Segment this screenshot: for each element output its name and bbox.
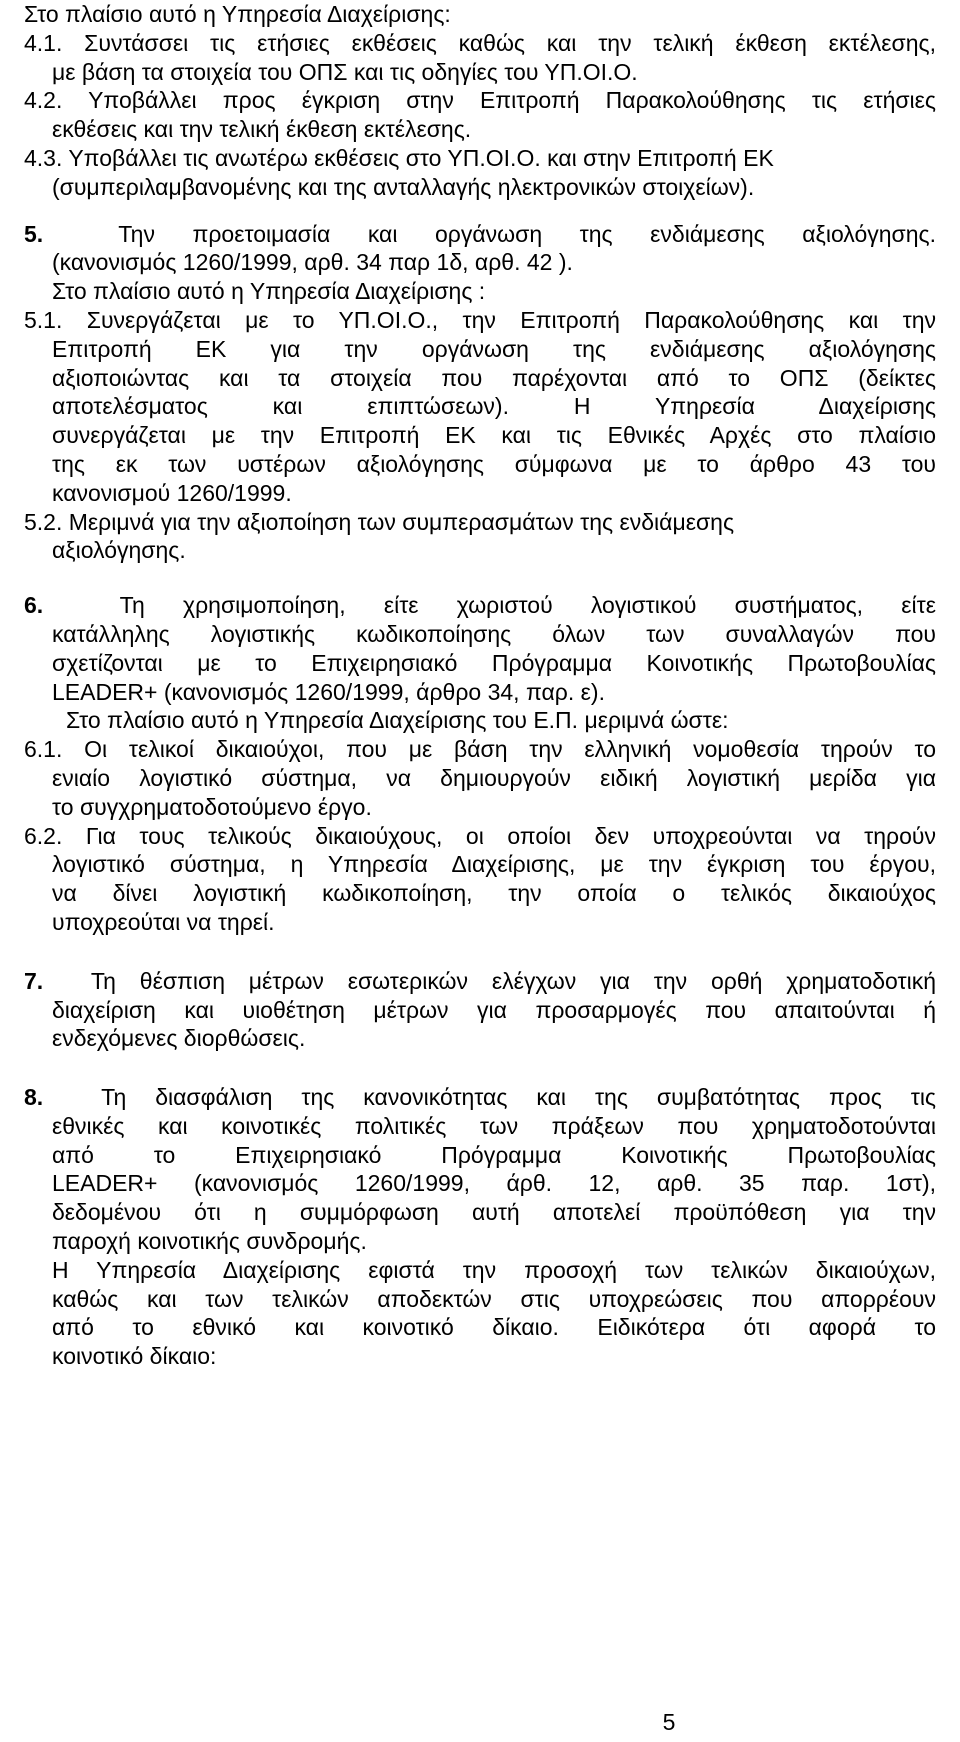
text-line: διαχείριση και υιοθέτηση μέτρων για προσαρμογές που απαιτούνται ή [52, 996, 936, 1023]
document-body [24, 0, 936, 1371]
text-line: Η Υπηρεσία Διαχείρισης εφιστά την προσοχή των τελικών δικαιούχων, [52, 1256, 936, 1283]
text-line: καθώς και των τελικών αποδεκτών στις υποχρεώσεις που απορρέουν [52, 1285, 936, 1312]
spacer [24, 937, 936, 967]
text-line: αξιολόγησης. [52, 537, 186, 564]
item-number: 6. [24, 592, 44, 619]
item-number: 5. [24, 220, 44, 247]
item-number: 8. [24, 1084, 44, 1111]
text-line: δεδομένου ότι η συμμόρφωση αυτή αποτελεί προϋπόθεση για την [52, 1199, 936, 1226]
item-number: 7. [24, 967, 44, 994]
spacer [24, 202, 936, 220]
text-line: παροχή κοινοτικής συνδρομής. [52, 1228, 367, 1255]
text-line: 5.1. Συνεργάζεται με το ΥΠ.ΟΙ.Ο., την Επιτροπή Παρακολούθησης και την [24, 306, 936, 333]
text-line: ενιαίο λογιστικό σύστημα, να δημιουργούν ειδική λογιστική μερίδα για [52, 764, 936, 791]
context-line: Στο πλαίσιο αυτό η Υπηρεσία Διαχείρισης του Ε.Π. μεριμνά ώστε: [66, 707, 729, 734]
text-line: αποτελέσματος και επιπτώσεων). Η Υπηρεσία Διαχείρισης [52, 393, 936, 420]
text-line: το συγχρηματοδοτούμενο έργο. [52, 793, 372, 820]
page-number: 5 [662, 1709, 676, 1735]
text-line: κανονισμού 1260/1999. [52, 479, 292, 506]
item-6-heading [24, 591, 936, 620]
context-line: Στο πλαίσιο αυτό η Υπηρεσία Διαχείρισης : [52, 278, 486, 305]
text-line: με βάση τα στοιχεία του ΟΠΣ και τις οδηγίες του ΥΠ.ΟΙ.Ο. [52, 58, 638, 85]
context-line: Στο πλαίσιο αυτό η Υπηρεσία Διαχείρισης: [24, 1, 451, 27]
text-line: (κανονισμός 1260/1999, αρθ. 34 παρ 1δ, αρθ. 42 ). [52, 249, 573, 276]
text-line: κατάλληλης λογιστικής κωδικοποίησης όλων των συναλλαγών που [52, 620, 936, 647]
item-text: Την προετοιμασία και οργάνωση της ενδιάμεσης αξιολόγησης. [118, 220, 936, 247]
item-8-heading [24, 1083, 936, 1112]
text-line: σχετίζονται με το Επιχειρησιακό Πρόγραμμα Κοινοτικής Πρωτοβουλίας [52, 649, 936, 676]
spacer [24, 1053, 936, 1083]
item-5-heading [24, 220, 936, 249]
text-line: της εκ των υστέρων αξιολόγησης σύμφωνα με το άρθρο 43 του [52, 450, 936, 477]
text-line: 5.2. Μεριμνά για την αξιοποίηση των συμπερασμάτων της ενδιάμεσης [24, 508, 735, 535]
item-text: Τη θέσπιση μέτρων εσωτερικών ελέγχων για την ορθή χρηματοδοτική [90, 967, 937, 994]
text-line: αξιοποιώντας και τα στοιχεία που παρέχονται από το ΟΠΣ (δείκτες [52, 364, 936, 391]
item-7-heading [24, 967, 936, 996]
text-line: 4.3. Υποβάλλει τις ανωτέρω εκθέσεις στο ΥΠ.ΟΙ.Ο. και στην Επιτροπή ΕΚ [24, 144, 774, 171]
text-line: εκθέσεις και την τελική έκθεση εκτέλεσης. [52, 116, 472, 143]
text-line: εθνικές και κοινοτικές πολιτικές των πράξεων που χρηματοδοτούνται [52, 1112, 936, 1139]
text-line: να δίνει λογιστική κωδικοποίηση, την οποία ο τελικός δικαιούχος [52, 880, 936, 907]
text-line: από το εθνικό και κοινοτικό δίκαιο. Ειδικότερα ότι αφορά το [52, 1314, 936, 1341]
item-text: Τη χρησιμοποίηση, είτε χωριστού λογιστικού συστήματος, είτε [119, 592, 937, 619]
text-line: υποχρεούται να τηρεί. [52, 908, 275, 935]
text-line: 4.1. Συντάσσει τις ετήσιες εκθέσεις καθώς και την τελική έκθεση εκτέλεσης, [24, 29, 936, 56]
text-line: από το Επιχειρησιακό Πρόγραμμα Κοινοτικής Πρωτοβουλίας [52, 1141, 936, 1168]
text-line: 6.2. Για τους τελικούς δικαιούχους, οι οποίοι δεν υποχρεούνται να τηρούν [24, 822, 936, 849]
text-line: (συμπεριλαμβανομένης και της ανταλλαγής ηλεκτρονικών στοιχείων). [52, 173, 755, 200]
item-text: Τη διασφάλιση της κανονικότητας και της συμβατότητας προς τις [101, 1084, 937, 1111]
text-line: ενδεχόμενες διορθώσεις. [52, 1025, 306, 1052]
text-line: LEADER+ (κανονισμός 1260/1999, άρθ. 12, αρθ. 35 παρ. 1στ), [52, 1170, 936, 1197]
text-line: LEADER+ (κανονισμός 1260/1999, άρθρο 34, παρ. ε). [52, 678, 605, 705]
text-line: 6.1. Οι τελικοί δικαιούχοι, που με βάση την ελληνική νομοθεσία τηρούν το [24, 736, 936, 763]
text-line: συνεργάζεται με την Επιτροπή ΕΚ και τις Εθνικές Αρχές στο πλαίσιο [52, 422, 936, 449]
text-line: κοινοτικό δίκαιο: [52, 1343, 217, 1370]
spacer [24, 565, 936, 591]
text-line: 4.2. Υποβάλλει προς έγκριση στην Επιτροπή Παρακολούθησης τις ετήσιες [24, 87, 936, 114]
text-line: Επιτροπή ΕΚ για την οργάνωση της ενδιάμεσης αξιολόγησης [52, 335, 936, 362]
text-line: λογιστικό σύστημα, η Υπηρεσία Διαχείρισης, με την έγκριση του έργου, [52, 851, 936, 878]
